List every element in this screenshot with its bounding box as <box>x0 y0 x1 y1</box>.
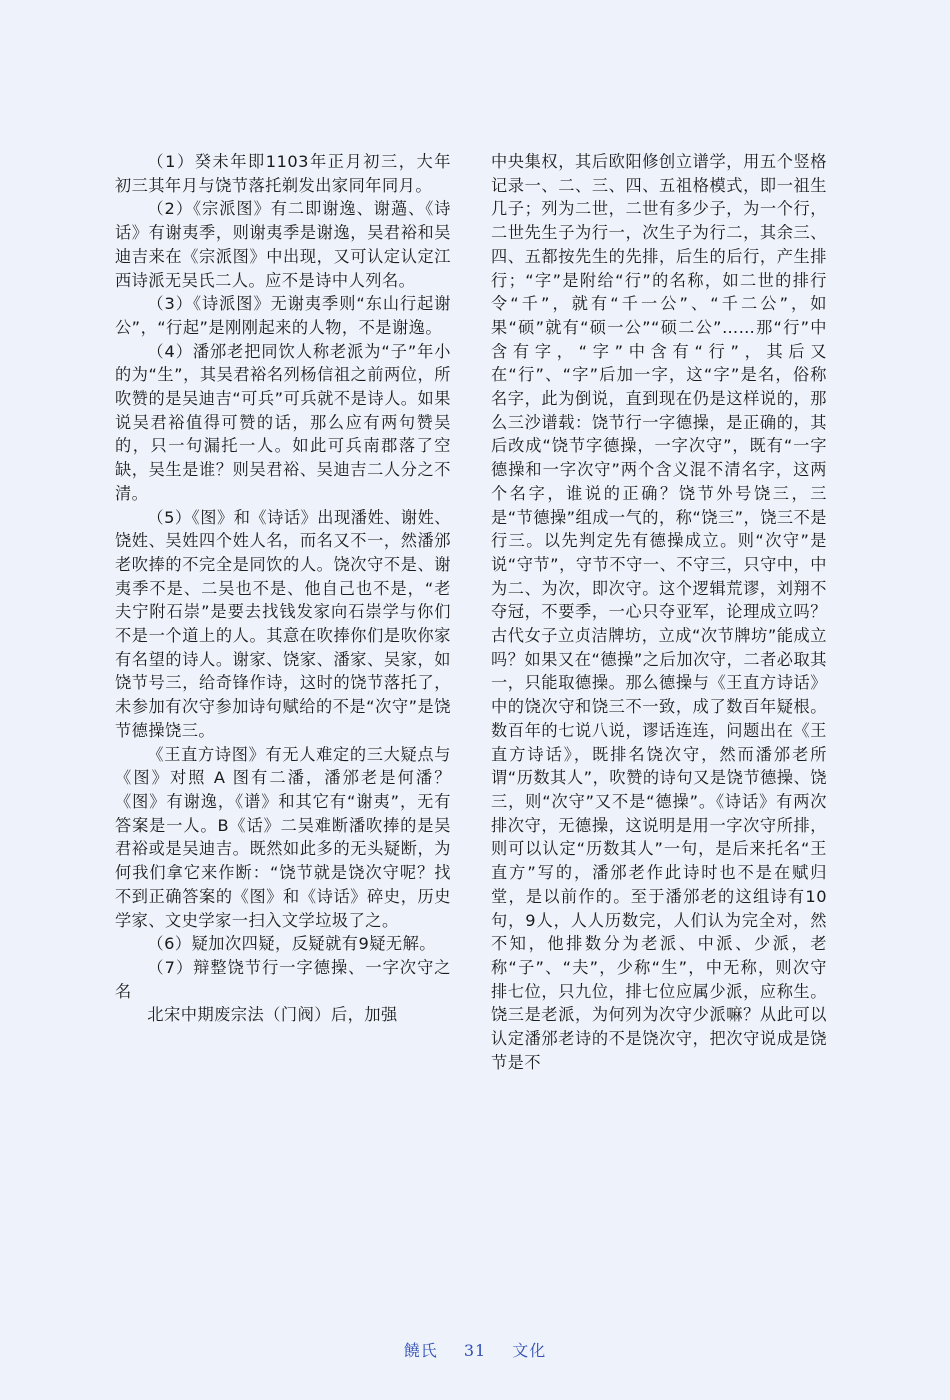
paragraph: （4）潘邠老把同饮人称老派为“子”年小的为“生”，其吴君裕名列杨信祖之前两位，所吹赞的是吴迪吉“可兵”可兵就不是诗人。如果说吴君裕值得可赞的话，那么应有两句赞吴的，只一句漏托一人。如此可兵南郡落了空缺，吴生是谁？则吴君裕、吴迪吉二人分之不清。 <box>115 341 451 503</box>
paragraph: 中央集权，其后欧阳修创立谱学，用五个竖格记录一、二、三、四、五祖格模式，即一祖生几子；列为二世，二世有多少子，为一个行，二世先生子为行一，次生子为行二，其余三、四、五都按先生的先排，后生的后行，产生排行；“字”是附给“行”的名称，如二世的排行令“千”，就有“千一公”、“千二公”，如果“硕”就有“硕一公”“硕二公”……那“行”中含有字，“字”中含有“行”，其后又在“行”、“字”后加一字，这“字”是名，俗称名字，此为倒说，直到现在仍是这样说的，那么三沙谱载：饶节行一字德操，是正确的，其后改成“饶节字德操，一字次守”，既有“一字德操和一字次守”两个含义混不清名字，这两个名字，谁说的正确？饶节外号饶三，三是“节德操”组成一气的，称“饶三”，饶三不是行三。以先判定先有德操成立。则“次守”是说“守节”，守节不守一、不守三，只守中，中为二、为次，即次守。这个逻辑荒谬，刘翔不夺冠，不要季，一心只夺亚军，论理成立吗？古代女子立贞洁牌坊，立成“次节牌坊”能成立吗？如果又在“德操”之后加次守，二者必取其一，只能取德操。那么德操与《王直方诗话》中的饶次守和饶三不一致，成了数百年疑根。数百年的七说八说，谬话连连，问题出在《王直方诗话》，既排名饶次守，然而潘邠老所谓“历数其人”，吹赞的诗句又是饶节德操、饶三，则“次守”又不是“德操”。《诗话》有两次排次守，无德操，这说明是用一字次守所排，则可以认定“历数其人”一句，是后来托名“王直方”写的，潘邠老作此诗时也不是在赋归堂，是以前作的。至于潘邠老的这组诗有10句，9人，人人历数完，人们认为完全对，然不知，他排数分为老派、中派、少派，老称“子”、“夫”，少称“生”，中无称，则次守排七位，只九位，排七位应属少派，应称生。饶三是老派，为何列为次守少派嘛？从此可以认定潘邠老诗的不是饶次守，把次守说成是饶节是不 <box>491 152 827 1072</box>
footer-left-label: 饒氏 <box>403 1341 438 1360</box>
left-text-column <box>115 150 451 1027</box>
paragraph: 《王直方诗图》有无人难定的三大疑点与《图》对照 A 图有二潘，潘邠老是何潘？《图》有谢逸，《谱》和其它有“谢夷”，无有答案是一人。B《话》二吴难断潘吹捧的是吴君裕或是吴迪吉。既然如此多的无头疑断，为何我们拿它来作断：“饶节就是饶次守呢？找不到正确答案的《图》和《诗话》碎史，历史学家、文史学家一扫入文学垃圾了之。 <box>115 744 451 930</box>
paragraph: 北宋中期废宗法（门阀）后，加强 <box>147 1005 398 1025</box>
footer-right-label: 文化 <box>512 1341 547 1360</box>
page-number: 31 <box>463 1341 487 1360</box>
page-footer <box>0 1338 950 1361</box>
paragraph: （3）《诗派图》无谢夷季则“东山行起谢公”，“行起”是刚刚起来的人物，不是谢逸。 <box>115 294 451 337</box>
paragraph: （2）《宗派图》有二即谢逸、谢薖、《诗话》有谢夷季，则谢夷季是谢逸，吴君裕和吴迪吉来在《宗派图》中出现，又可认定认定江西诗派无吴氏二人。应不是诗中人列名。 <box>115 199 451 290</box>
paragraph: （6）疑加次四疑，反疑就有9疑无解。 <box>147 934 436 954</box>
paragraph: （1）癸未年即1103年正月初三，大年初三其年月与饶节落托剃发出家同年同月。 <box>115 152 451 195</box>
paragraph: （7）辩整饶节行一字德操、一字次守之名 <box>115 957 451 1001</box>
right-text-column <box>491 150 827 1074</box>
paragraph: （5）《图》和《诗话》出现潘姓、谢姓、饶姓、吴姓四个姓人名，而名又不一，然潘邠老吹捧的不完全是同饮的人。饶次守不是、谢夷季不是、二吴也不是、他自己也不是，“老夫宁附石崇”是要去找钱发家向石崇学与你们不是一个道上的人。其意在吹捧你们是吹你家有名望的诗人。谢家、饶家、潘家、吴家，如饶节号三，给奇锋作诗，这时的饶节落托了，未参加有次守参加诗句赋给的不是“次守”是饶节德操饶三。 <box>115 507 451 740</box>
